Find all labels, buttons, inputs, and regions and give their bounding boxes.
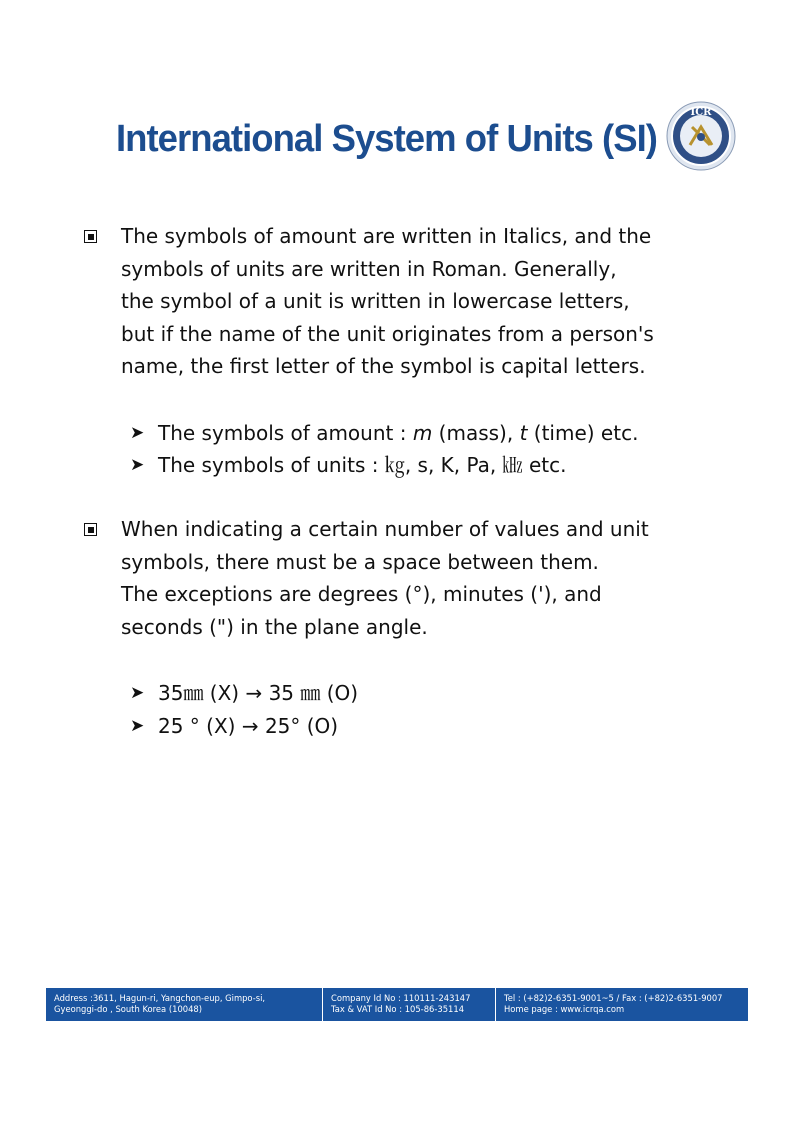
paragraph (84, 220, 724, 383)
arrow-bullet-icon: ➤ (130, 422, 145, 443)
paragraph-line: When indicating a certain number of values and unit (121, 517, 649, 541)
list-item (130, 710, 724, 743)
section-italics-roman (84, 220, 724, 482)
tax-id: Tax & VAT Id No : 105-86-35114 (331, 1004, 465, 1014)
arrow-bullet-icon: ➤ (130, 455, 145, 475)
item-text: 25 ° (X) → 25° (O) (158, 713, 339, 738)
paragraph-line: name, the first letter of the symbol is capital letters. (121, 354, 646, 378)
item-prefix: The symbols of amount : (158, 420, 413, 445)
paragraph-text (121, 513, 649, 643)
item-mid: (mass), (432, 420, 520, 445)
homepage-link[interactable]: Home page : www.icrqa.com (504, 1004, 625, 1014)
phone-fax: Tel : (+82)2-6351-9001~5 / Fax : (+82)2-6351-9007 (504, 993, 723, 1003)
icr-logo-icon (666, 101, 736, 171)
item-suffix: (time) etc. (527, 420, 639, 445)
list-item (130, 449, 724, 482)
item-text: 35㎜ (X) → 35 ㎜ (O) (158, 681, 359, 705)
arrow-bullet-icon: ➤ (130, 715, 145, 736)
example-list (130, 677, 724, 742)
footer-address (46, 988, 322, 1021)
paragraph-line: symbols of units are written in Roman. Generally, (121, 256, 617, 281)
paragraph-line: the symbol of a unit is written in lowercase letters, (121, 289, 630, 313)
paragraph-text (121, 220, 654, 383)
svg-text:ICR: ICR (690, 107, 712, 118)
section-spacing (84, 513, 724, 742)
footer-contact (495, 988, 748, 1021)
paragraph (84, 513, 724, 643)
paragraph-line: symbols, there must be a space between them. (121, 549, 599, 574)
paragraph-line: but if the name of the unit originates from a person's (121, 321, 654, 346)
square-bullet-icon (84, 230, 97, 243)
symbol-mass: m (412, 420, 433, 445)
footer-bar (46, 988, 748, 1021)
arrow-bullet-icon: ➤ (130, 683, 145, 703)
paragraph-line: The exceptions are degrees (°), minutes ('), and (121, 582, 602, 606)
list-item (130, 417, 724, 450)
address-line: Gyeonggi-do , South Korea (10048) (54, 1004, 203, 1014)
symbol-time: t (519, 420, 528, 445)
square-bullet-icon (84, 523, 97, 536)
paragraph-line: seconds (") in the plane angle. (121, 614, 428, 639)
address-line: Address :3611, Hagun-ri, Yangchon-eup, Gimpo-si, (54, 993, 266, 1003)
example-list (130, 417, 724, 482)
item-text: The symbols of units : ㎏, s, K, Pa, ㎑ etc. (158, 453, 567, 477)
footer-company-ids (322, 988, 495, 1021)
list-item (130, 677, 724, 710)
paragraph-line: The symbols of amount are written in Italics, and the (121, 224, 652, 248)
page-title: International System of Units (SI) (116, 118, 657, 160)
company-id: Company Id No : 110111-243147 (331, 993, 471, 1003)
